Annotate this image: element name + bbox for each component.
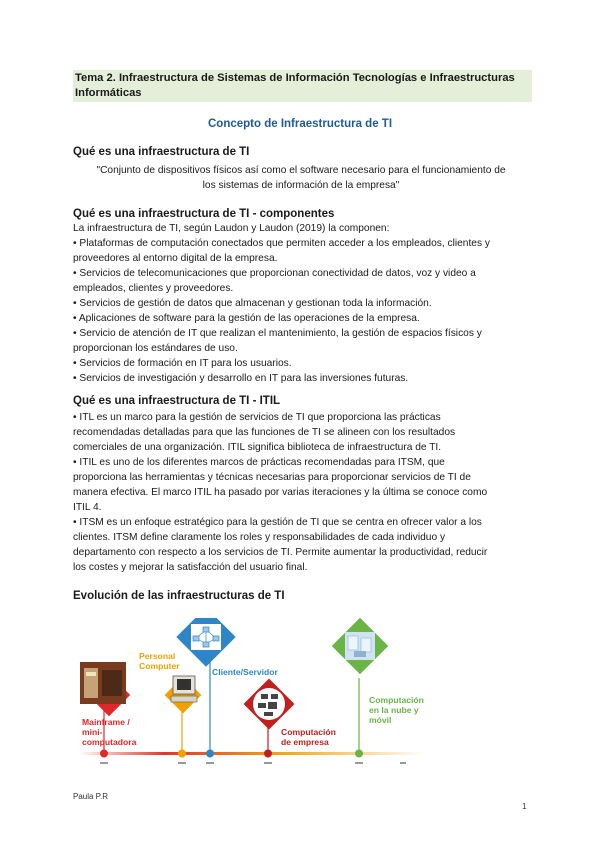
text-line: • Servicios de formación en IT para los usuarios. [73,358,292,369]
label-mainframe-1: Mainframe / [82,717,130,727]
text-line: • Servicios de telecomunicaciones que proporcionan conectividad de datos, voz y video a [73,268,476,279]
label-cloud-2: en la nube y [369,705,419,715]
dot-pc [178,750,186,758]
text-line: comerciales de una organización. ITIL significa biblioteca de infraestructura de TI. [73,442,442,453]
dot-cloud [355,750,363,758]
page-number: 1 [522,802,527,811]
section-heading-evolution: Evolución de las infraestructuras de TI [73,590,285,602]
text-line: • ITL es un marco para la gestión de servicios de TI que proporciona las prácticas [73,412,441,423]
topic-title: Tema 2. Infraestructura de Sistemas de Información Tecnologías e Infraestructuras Informáticas [73,70,532,102]
text-line: • ITIL es uno de los diferentes marcos de prácticas recomendadas para ITSM, que [73,457,445,468]
section-heading-itil: Qué es una infraestructura de TI - ITIL [73,395,281,407]
year-tick [178,762,186,764]
text-line: proporcionan los estándares de uso. [73,343,238,354]
text-line: • ITSM es un enfoque estratégico para la gestión de TI que se centra en ofrecer valor a los [73,517,482,528]
year-tick [100,762,108,764]
label-pc-2: Computer [139,661,180,671]
text-line: • Aplicaciones de software para la gestión de las operaciones de la empresa. [73,313,420,324]
year-tick [355,762,363,764]
text-line: manera efectiva. El marco ITIL ha pasado por varias iteraciones y la última se conoce como [73,487,488,498]
label-enterprise-1: Computación [281,727,336,737]
text-line: • Plataformas de computación conectados que permiten acceder a los empleados, clientes y [73,238,490,249]
text-line: clientes. ITSM define claramente los roles y responsabilidades de cada individuo y [73,532,446,543]
dot-mainframe [100,750,108,758]
mainframe-image [80,662,126,704]
text-line: • Servicios de gestión de datos que almacenan y gestionan toda la información. [73,298,432,309]
year-tick [206,762,214,764]
year-tick [264,762,272,764]
section-heading-components: Qué es una infraestructura de TI - componentes [73,208,335,220]
label-cloud-1: Computación [369,695,424,705]
label-enterprise-2: de empresa [281,737,329,747]
definition-quote [73,163,529,193]
concept-title: Concepto de Infraestructura de TI [207,118,393,130]
timeline-baseline [78,752,424,755]
quote-line: los sistemas de información de la empresa" [202,180,400,191]
text-line: departamento con respecto a los servicios de TI. Permite aumentar la productividad, reducir [73,547,488,558]
label-client-server: Cliente/Servidor [212,667,278,677]
year-tick [400,762,406,764]
text-line: • Servicios de investigación y desarrollo en IT para las inversiones futuras. [73,373,409,384]
label-mainframe-3: computadora [82,737,137,747]
footer-author: Paula P.R [73,792,108,801]
text-line: los costes y mejorar la satisfacción del usuario final. [73,562,308,573]
evolution-timeline-figure [78,618,424,770]
label-pc-1: Personal [139,651,176,661]
text-line: recomendadas detalladas para que las funciones de TI se alineen con los resultados [73,427,456,438]
text-line: proveedores al entorno digital de la empresa. [73,253,278,264]
section-heading-definition: Qué es una infraestructura de TI [73,146,250,158]
dot-enterprise [264,750,272,758]
text-line: • Servicio de atención de IT que realizan el mantenimiento, la gestión de espacios físicos y [73,328,482,339]
text-line: ITIL 4. [73,502,102,513]
dot-client-server [206,750,214,758]
itil-text [73,410,529,575]
components-intro: La infraestructura de TI, según Laudon y Laudon (2019) la componen: [73,223,390,234]
text-line: empleados, clientes y proveedores. [73,283,234,294]
label-cloud-3: móvil [369,715,392,725]
label-mainframe-2: mini- [82,727,103,737]
components-text [73,221,529,386]
text-line: proporciona las herramientas y técnicas necesarias para proporcionar servicios de TI de [73,472,471,483]
quote-line: "Conjunto de dispositivos físicos así como el software necesario para el funcionamiento de [96,165,506,176]
pc-image [171,676,197,702]
